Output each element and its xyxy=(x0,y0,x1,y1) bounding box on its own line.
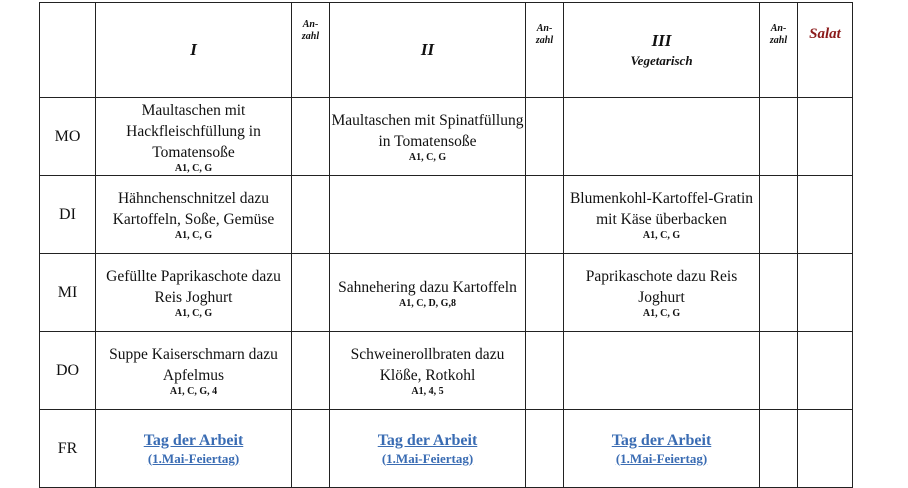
anzahl-cell[interactable] xyxy=(292,98,330,176)
menu-table xyxy=(39,2,853,488)
menu-cell: Maultaschen mit Spinatfüllung in Tomatensoße A1, C, G xyxy=(330,98,526,176)
salat-cell[interactable] xyxy=(798,410,853,488)
salat-cell[interactable] xyxy=(798,176,853,254)
day-label: FR xyxy=(40,410,96,488)
holiday-cell xyxy=(564,410,760,488)
anzahl-cell[interactable] xyxy=(760,332,798,410)
table-row xyxy=(40,176,853,254)
anzahl-cell[interactable] xyxy=(292,332,330,410)
anzahl-cell[interactable] xyxy=(760,176,798,254)
anzahl-cell[interactable] xyxy=(760,410,798,488)
day-label: DI xyxy=(40,176,96,254)
header-anzahl-3: An- zahl xyxy=(760,3,798,98)
menu-cell: Gefüllte Paprikaschote dazu Reis Joghurt A1, C, G xyxy=(96,254,292,332)
header-menu-2: II xyxy=(330,3,526,98)
holiday-cell xyxy=(330,410,526,488)
holiday-cell xyxy=(96,410,292,488)
menu-cell: Paprikaschote dazu Reis Joghurt A1, C, G xyxy=(564,254,760,332)
menu-cell: Suppe Kaiserschmarn dazu Apfelmus A1, C, G, 4 xyxy=(96,332,292,410)
holiday-link[interactable]: Tag der Arbeit (1.Mai-Feiertag) xyxy=(611,431,712,466)
salat-cell[interactable] xyxy=(798,98,853,176)
anzahl-cell[interactable] xyxy=(292,410,330,488)
salat-cell[interactable] xyxy=(798,332,853,410)
header-anzahl-1: An- zahl xyxy=(292,3,330,98)
header-menu-3: III Vegetarisch xyxy=(564,3,760,98)
anzahl-cell[interactable] xyxy=(526,410,564,488)
day-label: MO xyxy=(40,98,96,176)
table-row xyxy=(40,410,853,488)
header-salat: Salat xyxy=(798,3,853,98)
day-label: DO xyxy=(40,332,96,410)
anzahl-cell[interactable] xyxy=(760,254,798,332)
menu-cell: Sahnehering dazu Kartoffeln A1, C, D, G,8 xyxy=(330,254,526,332)
menu-cell: Maultaschen mit Hackfleischfüllung in Tomatensoße A1, C, G xyxy=(96,98,292,176)
menu-cell: Blumenkohl-Kartoffel-Gratin mit Käse überbacken A1, C, G xyxy=(564,176,760,254)
anzahl-cell[interactable] xyxy=(760,98,798,176)
anzahl-cell[interactable] xyxy=(292,254,330,332)
holiday-link[interactable]: Tag der Arbeit (1.Mai-Feiertag) xyxy=(377,431,478,466)
table-row xyxy=(40,254,853,332)
header-row xyxy=(40,3,853,98)
menu-cell xyxy=(564,98,760,176)
table-row xyxy=(40,98,853,176)
menu-cell xyxy=(330,176,526,254)
day-label: MI xyxy=(40,254,96,332)
vegetarian-label: Vegetarisch xyxy=(630,53,693,68)
menu-cell xyxy=(564,332,760,410)
header-menu-1: I xyxy=(96,3,292,98)
menu-cell: Schweinerollbraten dazu Klöße, Rotkohl A1, 4, 5 xyxy=(330,332,526,410)
anzahl-cell[interactable] xyxy=(292,176,330,254)
menu-cell: Hähnchenschnitzel dazu Kartoffeln, Soße, Gemüse A1, C, G xyxy=(96,176,292,254)
holiday-link[interactable]: Tag der Arbeit (1.Mai-Feiertag) xyxy=(143,431,244,466)
header-anzahl-2: An- zahl xyxy=(526,3,564,98)
anzahl-cell[interactable] xyxy=(526,176,564,254)
salat-cell[interactable] xyxy=(798,254,853,332)
header-empty-cell xyxy=(40,3,96,98)
anzahl-cell[interactable] xyxy=(526,98,564,176)
anzahl-cell[interactable] xyxy=(526,332,564,410)
anzahl-cell[interactable] xyxy=(526,254,564,332)
table-row xyxy=(40,332,853,410)
